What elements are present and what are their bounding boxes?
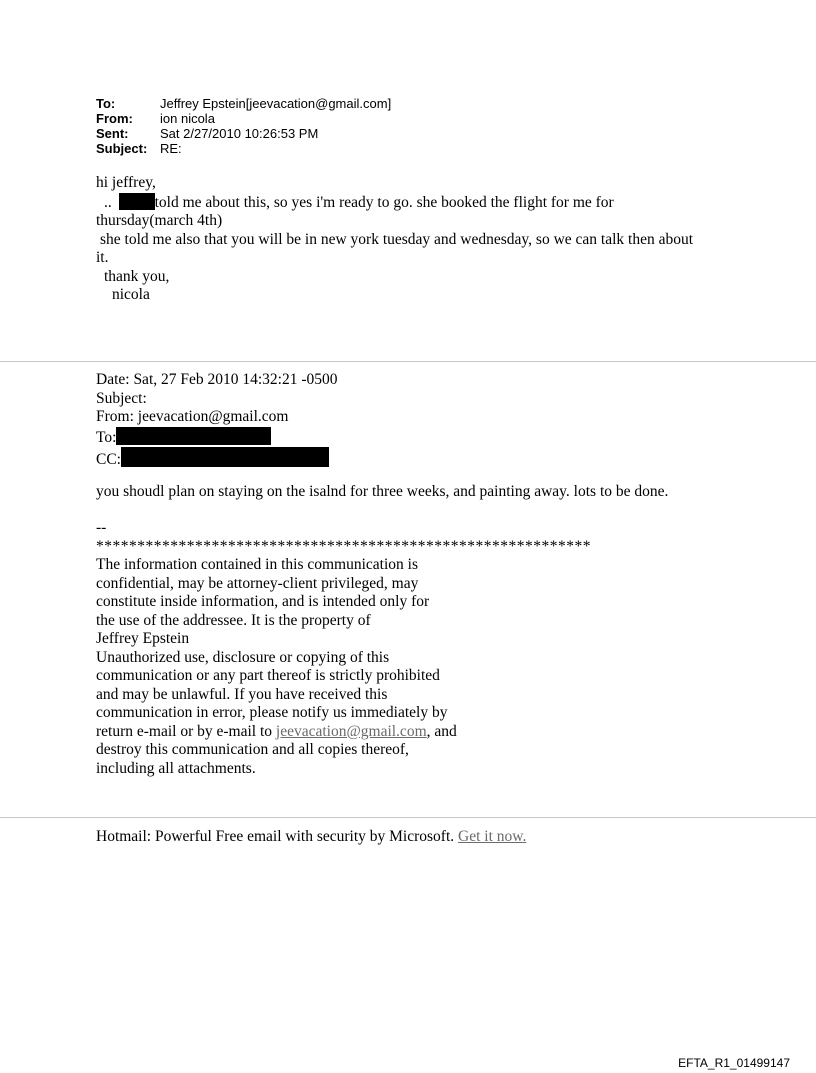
- disclaimer-line: communication or any part thereof is strictly prohibited: [96, 667, 440, 684]
- reply-line-3: she told me also that you will be in new york tuesday and wednesday, so we can talk then about: [100, 230, 694, 248]
- disclaimer-line-with-link: [96, 723, 496, 742]
- disclaimer-line: and may be unlawful. If you have received this: [96, 685, 388, 703]
- signature-stars: ************************************************************: [96, 537, 591, 555]
- quoted-cc-row: [96, 447, 338, 470]
- reply-line-5: thank you,: [104, 267, 170, 285]
- disclaimer-line-prefix: return e-mail or by e-mail to: [96, 722, 276, 740]
- quoted-date: Date: Sat, 27 Feb 2010 14:32:21 -0500: [96, 371, 338, 388]
- reply-line-6: nicola: [112, 286, 150, 303]
- hotmail-footer: [96, 828, 526, 847]
- subject-label: Subject:: [96, 141, 148, 156]
- header-to-row: [96, 96, 391, 111]
- reply-line-2: thursday(march 4th): [96, 212, 223, 229]
- disclaimer-line: constitute inside information, and is intended only for: [96, 593, 430, 610]
- confidentiality-disclaimer: [96, 556, 496, 778]
- disclaimer-line: The information contained in this communication is: [96, 556, 418, 573]
- header-subject-row: [96, 141, 391, 156]
- get-it-now-link[interactable]: Get it now.: [458, 828, 527, 845]
- quoted-body: you shoudl plan on staying on the isalnd for three weeks, and painting away. lots to be done.: [96, 483, 669, 500]
- divider-bottom: [0, 817, 816, 818]
- document-id: EFTA_R1_01499147: [678, 1056, 790, 1070]
- divider-top: [0, 361, 816, 362]
- email-link[interactable]: jeevacation@gmail.com: [275, 722, 427, 740]
- signature-separator: [96, 519, 591, 556]
- quoted-cc-label: CC:: [96, 451, 121, 468]
- disclaimer-line: the use of the addressee. It is the property of: [96, 611, 371, 629]
- disclaimer-line: destroy this communication and all copies thereof,: [96, 741, 409, 758]
- reply-line-1-rest: told me about this, so yes i'm ready to go. she booked the flight for me for: [154, 193, 614, 211]
- to-value: Jeffrey Epstein[jeevacation@gmail.com]: [160, 96, 392, 111]
- reply-line-1: [96, 193, 736, 213]
- disclaimer-line: including all attachments.: [96, 759, 256, 777]
- redaction-block: [121, 447, 329, 467]
- quoted-to-row: [96, 427, 338, 448]
- hotmail-ad-text: Hotmail: Powerful Free email with security by Microsoft.: [96, 828, 459, 845]
- signature-dashes: --: [96, 519, 107, 536]
- reply-body: [96, 174, 736, 305]
- redaction-block: [116, 427, 271, 445]
- subject-value: RE:: [160, 141, 182, 156]
- quoted-to-label: To:: [96, 428, 117, 446]
- reply-line-1-prefix: ..: [104, 193, 112, 211]
- quoted-from: From: jeevacation@gmail.com: [96, 408, 289, 425]
- sent-value: Sat 2/27/2010 10:26:53 PM: [160, 126, 319, 141]
- from-label: From:: [96, 111, 133, 126]
- quoted-subject: Subject:: [96, 389, 147, 407]
- header-from-row: [96, 111, 391, 126]
- header-sent-row: [96, 126, 391, 141]
- disclaimer-line: Jeffrey Epstein: [96, 630, 190, 647]
- quoted-header: [96, 371, 338, 470]
- disclaimer-line: communication in error, please notify us immediately by: [96, 704, 448, 721]
- redaction-block: [119, 193, 155, 210]
- disclaimer-line: Unauthorized use, disclosure or copying of this: [96, 648, 390, 666]
- sent-label: Sent:: [96, 126, 129, 141]
- to-label: To:: [96, 96, 116, 111]
- disclaimer-line-suffix: , and: [426, 722, 457, 740]
- reply-line-4: it.: [96, 249, 109, 266]
- disclaimer-line: confidential, may be attorney-client privileged, may: [96, 574, 419, 592]
- reply-greeting: hi jeffrey,: [96, 174, 156, 191]
- from-value: ion nicola: [160, 111, 215, 126]
- email-header: [96, 96, 391, 156]
